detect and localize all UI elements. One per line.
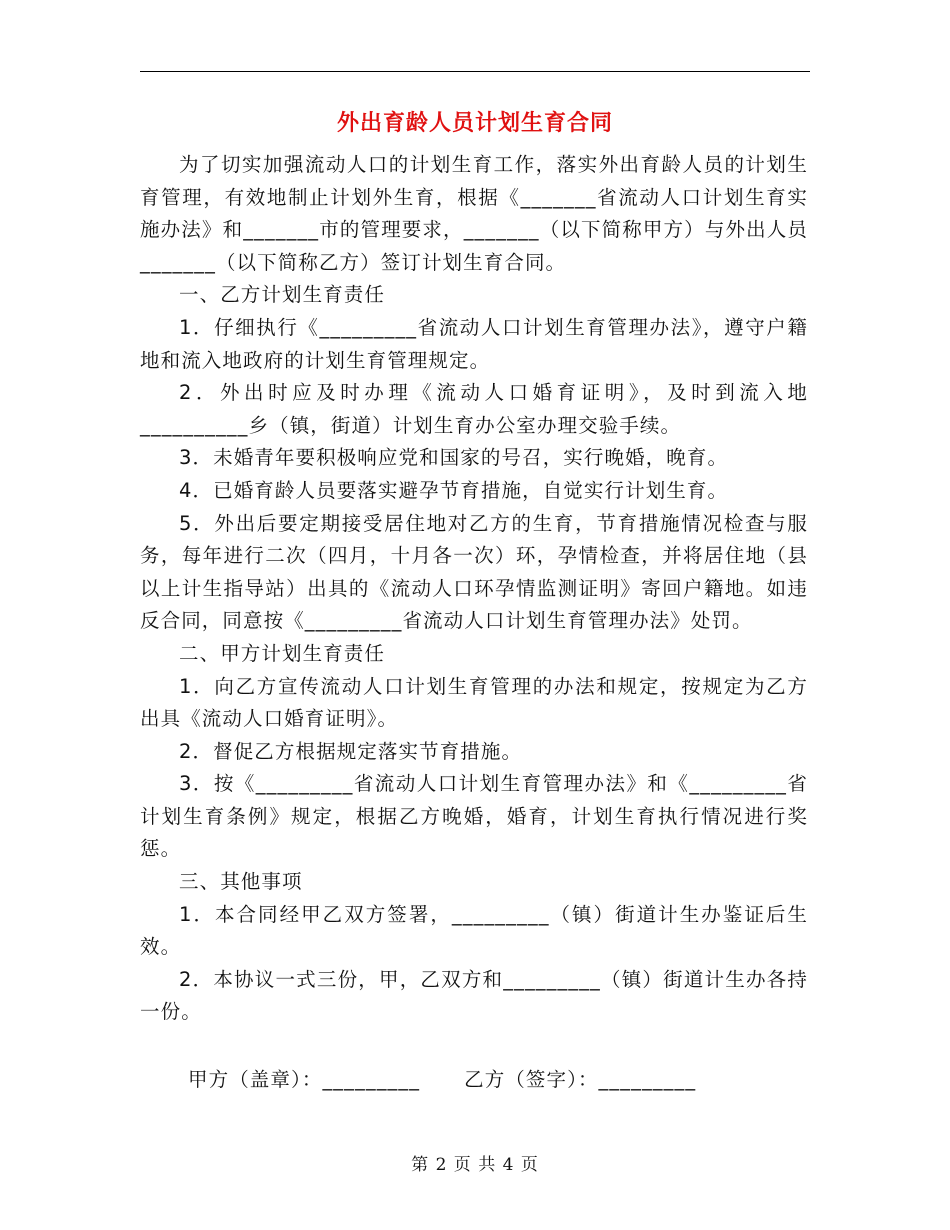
clause-b4: 4．已婚育龄人员要落实避孕节育措施，自觉实行计划生育。 — [179, 478, 729, 502]
clause-a2: 2．督促乙方根据规定落实节育措施。 — [179, 739, 523, 763]
document-title: 外出育龄人员计划生育合同 — [336, 111, 613, 136]
clause-o1: 1．本合同经甲乙双方签署，_________（镇）街道计生办鉴证后生效。 — [140, 902, 808, 959]
section-heading-party-a: 二、甲方计划生育责任 — [179, 641, 386, 665]
party-a-signature: 甲方（盖章）：_________ — [188, 1068, 421, 1091]
clause-b3: 3．未婚青年要积极响应党和国家的号召，实行晚婚，晚育。 — [179, 446, 729, 470]
page-number: 第 2 页 共 4 页 — [411, 1155, 539, 1175]
signature-line — [188, 1064, 696, 1096]
party-b-signature: 乙方（签字）：_________ — [464, 1068, 697, 1091]
clause-a3: 3．按《_________省流动人口计划生育管理办法》和《_________省计划生育条例》规定，根据乙方晚婚，婚育，计划生育执行情况进行奖惩。 — [140, 772, 808, 861]
clause-a1: 1．向乙方宣传流动人口计划生育管理的办法和规定，按规定为乙方出具《流动人口婚育证明》。 — [140, 674, 808, 731]
clause-o2: 2．本协议一式三份，甲，乙双方和_________（镇）街道计生办各持一份。 — [140, 967, 808, 1024]
clause-b5: 5．外出后要定期接受居住地对乙方的生育，节育措施情况检查与服务，每年进行二次（四月，十月各一次）环，孕情检查，并将居住地（县以上计生指导站）出具的《流动人口环孕情监测证明》寄回户籍地。如违反合同，同意按《_________省流动人口计划生育管理办法》处罚。 — [140, 511, 808, 633]
clause-b2: 2．外出时应及时办理《流动人口婚育证明》，及时到流入地__________乡（镇，街道）计划生育办公室办理交验手续。 — [140, 381, 808, 437]
header-rule — [140, 71, 810, 72]
document-body — [140, 149, 808, 1029]
intro-paragraph: 为了切实加强流动人口的计划生育工作，落实外出育龄人员的计划生育管理，有效地制止计划外生育，根据《_______省流动人口计划生育实施办法》和_______市的管理要求，_______（以下简称甲方）与外出人员_______（以下简称乙方）签订计划生育合同。 — [140, 153, 808, 274]
section-heading-party-b: 一、乙方计划生育责任 — [179, 283, 386, 307]
section-heading-other: 三、其他事项 — [179, 870, 303, 894]
clause-b1: 1．仔细执行《_________省流动人口计划生育管理办法》，遵守户籍地和流入地政府的计划生育管理规定。 — [140, 315, 808, 372]
